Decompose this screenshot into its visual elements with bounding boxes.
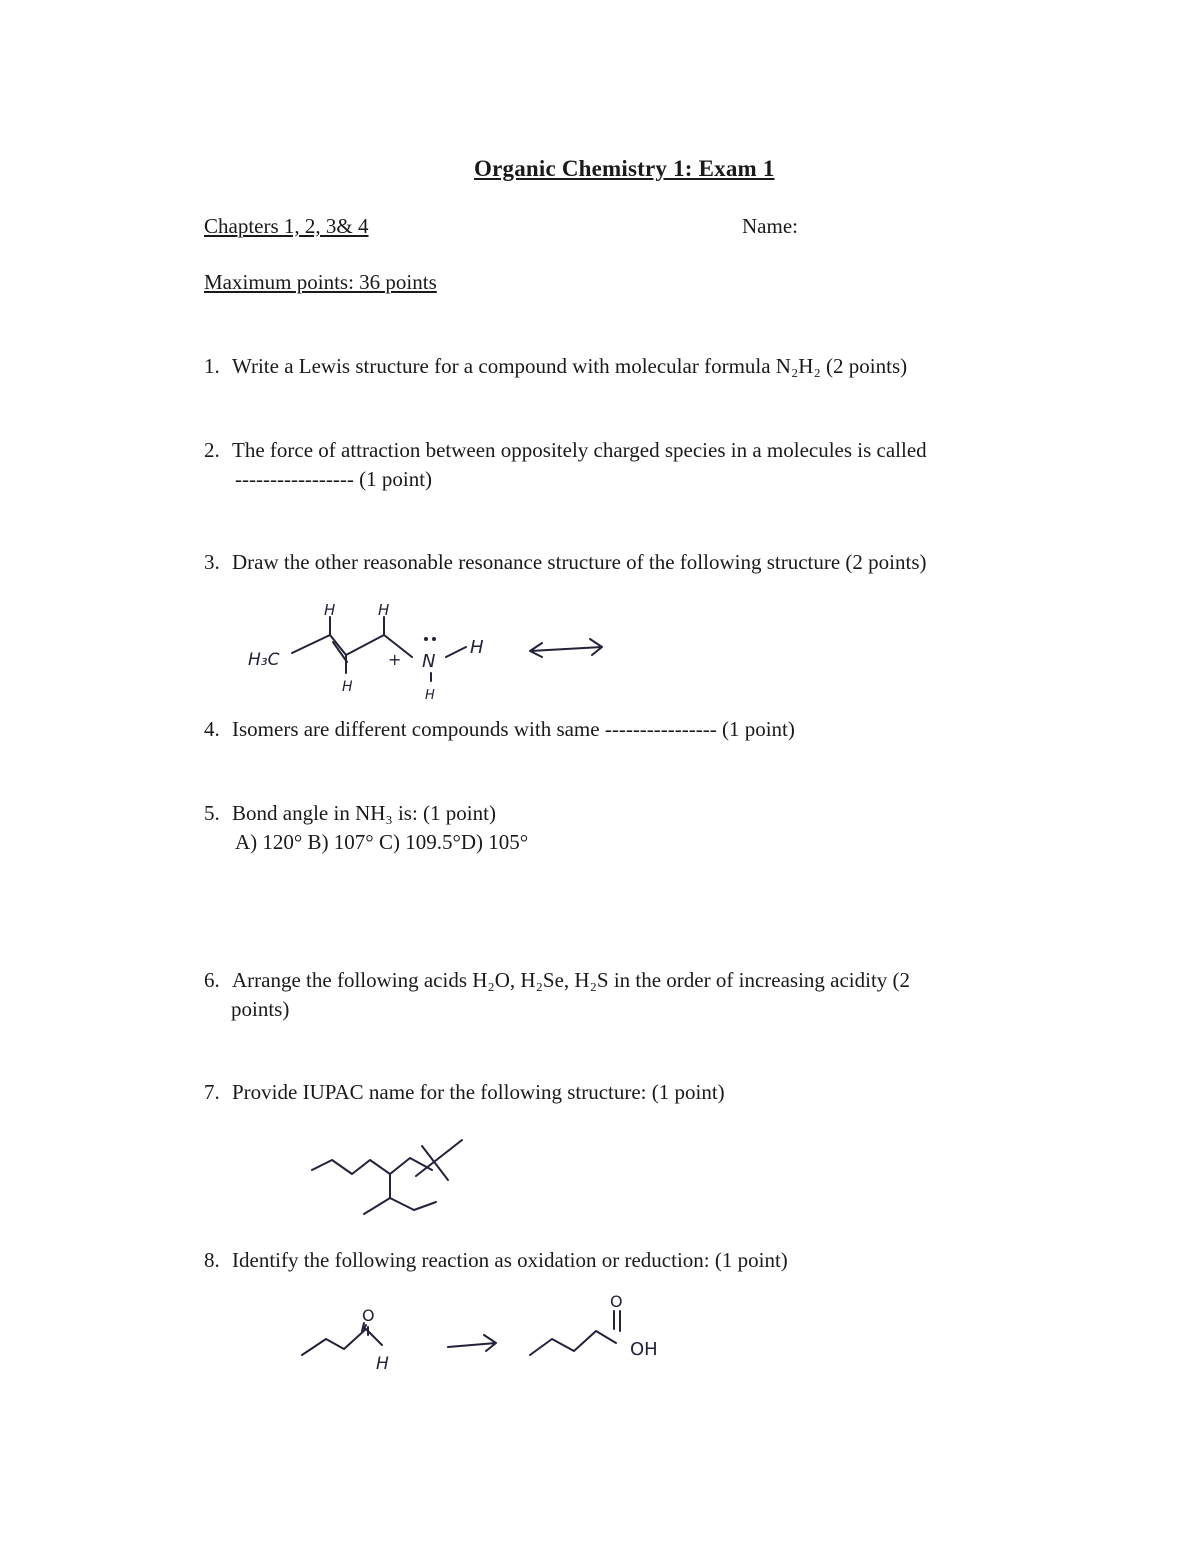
h-right-label: H — [470, 637, 484, 658]
acid-chain — [530, 1331, 616, 1355]
main-chain — [312, 1158, 432, 1174]
question-5 — [204, 799, 528, 857]
nitrogen-label: N — [422, 651, 436, 672]
h-top2-label: H — [378, 601, 390, 619]
ethyl-branch — [364, 1174, 390, 1214]
plus-charge: + — [388, 650, 402, 669]
question-6 — [204, 966, 910, 1024]
resonance-arrow-icon — [530, 639, 602, 657]
reaction-drawing — [290, 1285, 710, 1385]
h-bottom2-label: H — [425, 688, 435, 703]
question-text: The force of attraction between oppositely charged species in a molecules is called — [232, 438, 927, 462]
question-number: 7. — [204, 1080, 220, 1104]
skeletal-structure-drawing — [300, 1130, 480, 1230]
question-continuation: points) — [231, 997, 290, 1021]
question-text: Identify the following reaction as oxidation or reduction: (1 point) — [232, 1248, 788, 1272]
aldehyde-chain — [302, 1329, 382, 1355]
h3c-label: H₃C — [248, 650, 280, 670]
question-text: Draw the other reasonable resonance structure of the following structure (2 points) — [232, 550, 927, 574]
question-text: Write a Lewis structure for a compound with molecular formula N₂H₂ (2 points) — [232, 354, 908, 378]
question-number: 5. — [204, 801, 220, 825]
branch-line — [416, 1140, 462, 1176]
branch-line — [422, 1146, 448, 1180]
o-left-label: O — [362, 1306, 375, 1325]
question-number: 4. — [204, 717, 220, 741]
question-number: 8. — [204, 1248, 220, 1272]
question-1 — [204, 352, 907, 381]
ethyl-branch — [390, 1198, 436, 1210]
question-text: Isomers are different compounds with same ---------------- (1 point) — [232, 717, 795, 741]
question-3 — [204, 548, 927, 577]
lone-pair-dot — [424, 637, 428, 641]
answer-options: A) 120° B) 107° C) 109.5°D) 105° — [235, 830, 529, 854]
question-7 — [204, 1078, 725, 1107]
max-points-label: Maximum points: 36 points — [204, 270, 437, 294]
h-bottom1-label: H — [342, 679, 353, 695]
question-continuation: ----------------- (1 point) — [235, 467, 433, 491]
h-top1-label: H — [324, 601, 336, 619]
question-number: 1. — [204, 354, 220, 378]
question-4 — [204, 715, 795, 744]
h-left-label: H — [376, 1354, 389, 1374]
question-number: 2. — [204, 438, 220, 462]
name-label: Name: — [742, 214, 798, 238]
question-text: Arrange the following acids H₂O, H₂Se, H₂S in the order of increasing acidity (2 — [232, 968, 911, 992]
question-number: 3. — [204, 550, 220, 574]
carbonyl-double-bond — [614, 1311, 620, 1331]
bond-nh-right — [446, 647, 466, 657]
exam-title: Organic Chemistry 1: Exam 1 — [474, 156, 775, 181]
double-bond-line — [333, 642, 347, 662]
question-8 — [204, 1246, 788, 1275]
o-right-label: O — [610, 1292, 623, 1311]
resonance-structure-drawing — [230, 595, 630, 710]
question-text: Provide IUPAC name for the following structure: (1 point) — [232, 1080, 725, 1104]
question-number: 6. — [204, 968, 220, 992]
question-2 — [204, 436, 927, 494]
lone-pair-dot — [432, 637, 436, 641]
reaction-arrow-icon — [448, 1335, 496, 1351]
chapters-label: Chapters 1, 2, 3& 4 — [204, 214, 369, 238]
question-text: Bond angle in NH₃ is: (1 point) — [232, 801, 496, 825]
oh-label: OH — [630, 1339, 658, 1360]
